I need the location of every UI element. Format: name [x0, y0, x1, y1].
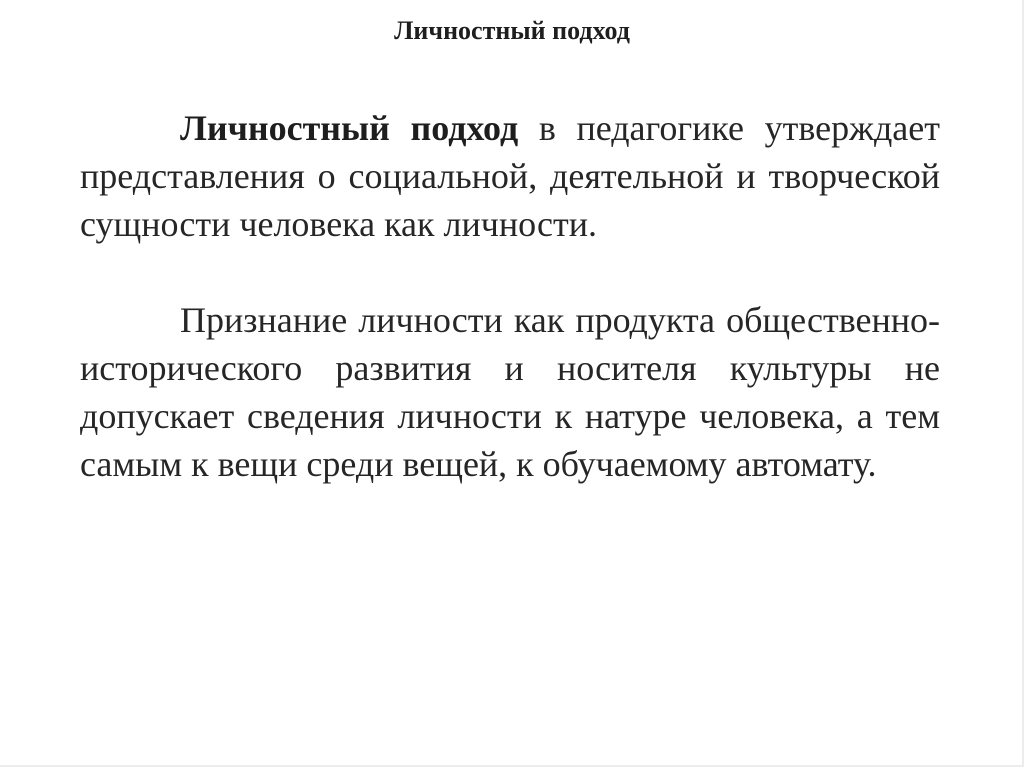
paragraph-recognition — [80, 296, 940, 488]
slide-body — [80, 104, 940, 488]
paragraph-lead-term: Личностный подход — [180, 108, 519, 148]
paragraph-definition-text: в педагогике утверждает представления о социальной, деятельной и творческой сущности человека как личности. — [80, 108, 940, 244]
paragraph-definition — [80, 104, 940, 248]
paragraph-recognition-text: Признание личности как продукта общественно-исторического развития и носителя культуры не допускает сведения личности к натуре человека, а тем самым к вещи среди вещей, к обучаемому автомату. — [80, 300, 940, 484]
slide-title: Личностный подход — [394, 16, 630, 45]
